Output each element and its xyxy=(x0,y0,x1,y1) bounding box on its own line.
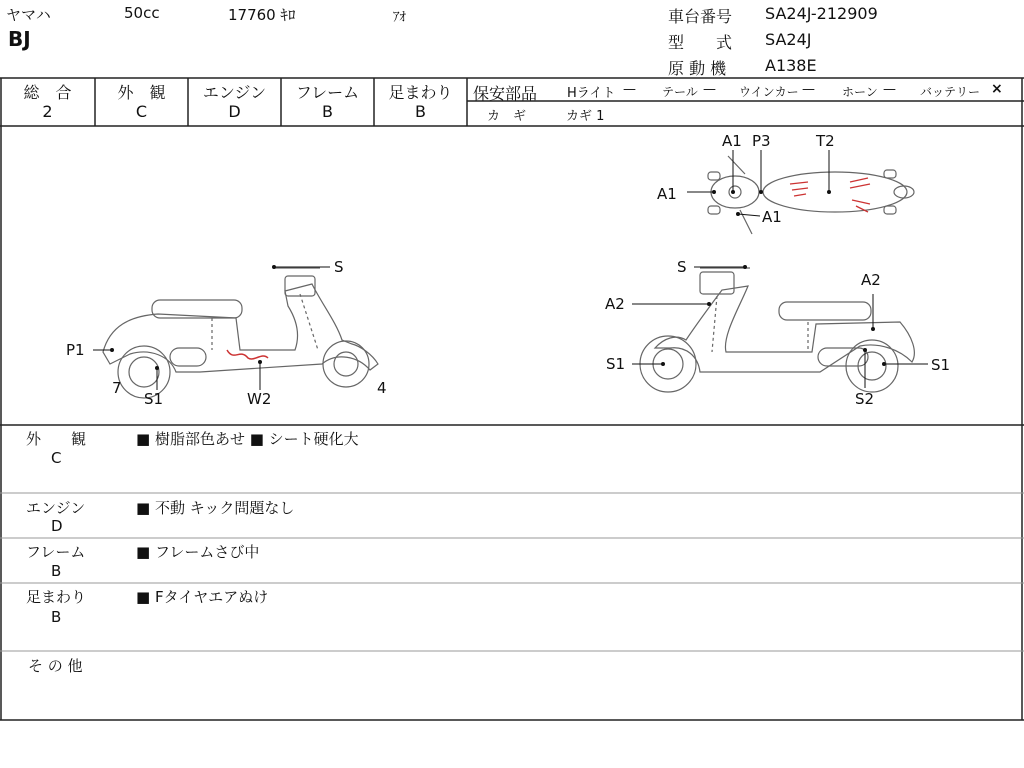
safety-item-battery: バッテリー xyxy=(920,85,981,99)
scooter-left-view xyxy=(103,268,378,398)
rating-label-engine: エンジン xyxy=(202,83,267,102)
label-right-s: S xyxy=(677,258,687,276)
body-outline xyxy=(103,284,378,372)
label-left-4: 4 xyxy=(377,379,387,397)
frame-no-label: 車台番号 xyxy=(668,7,733,26)
model-name: BJ xyxy=(8,27,31,51)
seat-right xyxy=(779,302,871,320)
rating-value-overall: 2 xyxy=(42,102,53,121)
leader-dot xyxy=(882,362,886,366)
mileage: 17760 ｷﾛ xyxy=(228,6,296,24)
section-title-exterior: 外 観 xyxy=(26,430,87,448)
label-right-a2-left: A2 xyxy=(605,295,625,313)
label-top-t2: T2 xyxy=(816,132,835,150)
leader-dot xyxy=(661,362,665,366)
label-right-s1-right: S1 xyxy=(931,356,951,374)
section-notes-exterior: ■ 樹脂部色あせ ■ シート硬化大 xyxy=(136,430,359,448)
type: SA24J xyxy=(765,30,812,49)
label-left-7: 7 xyxy=(112,379,122,397)
label-right-a2-right: A2 xyxy=(861,271,881,289)
rating-value-frame: B xyxy=(322,102,333,121)
front-wheel-hub xyxy=(334,352,358,376)
section-grade-engine: D xyxy=(51,517,63,535)
leader-dot xyxy=(827,190,831,194)
tail-top xyxy=(894,186,914,198)
safety-status-tail: — xyxy=(703,82,716,97)
frame-no: SA24J-212909 xyxy=(765,4,878,23)
leader-dot xyxy=(272,265,276,269)
rear-wheel-hub xyxy=(129,357,159,387)
section-grade-suspension: B xyxy=(51,608,62,626)
scooter-top-view xyxy=(708,156,914,234)
leader-dot xyxy=(736,212,740,216)
label-right-s2: S2 xyxy=(855,390,875,408)
section-title-suspension: 足まわり xyxy=(26,588,87,606)
mirror-left-top xyxy=(708,172,720,180)
section-notes-suspension: ■ Fタイヤエアぬけ xyxy=(136,588,269,606)
rating-value-exterior: C xyxy=(135,102,148,121)
leader-dot xyxy=(110,348,114,352)
label-left-s: S xyxy=(334,258,344,276)
safety-item-horn: ホーン xyxy=(842,85,878,99)
label-left-w2: W2 xyxy=(247,390,272,408)
safety-status-battery: × xyxy=(991,81,1003,97)
section-grade-exterior: C xyxy=(51,449,62,467)
safety-status-horn: — xyxy=(883,82,896,97)
panel-line xyxy=(212,294,318,350)
muffler xyxy=(170,348,206,366)
section-notes-frame: ■ フレームさび中 xyxy=(136,543,260,561)
body-outline-right xyxy=(655,286,914,372)
rating-value-suspension: B xyxy=(415,102,426,121)
leader-dot xyxy=(871,327,875,331)
mirror-right-top xyxy=(708,206,720,214)
rating-label-frame: フレーム xyxy=(295,83,360,102)
label-left-p1: P1 xyxy=(66,341,85,359)
leader-dot xyxy=(759,190,763,194)
maker: ヤマハ xyxy=(6,6,51,24)
key-label: カ ギ xyxy=(487,109,527,124)
leader-dot xyxy=(707,302,711,306)
section-title-frame: フレーム xyxy=(26,543,86,561)
label-top-p3: P3 xyxy=(752,132,771,150)
seat xyxy=(152,300,242,318)
headstock-right xyxy=(700,272,734,294)
rating-value-engine: D xyxy=(228,102,241,121)
rating-label-suspension: 足まわり xyxy=(388,83,453,102)
type-label: 型 式 xyxy=(668,33,733,52)
leader-dot xyxy=(712,190,716,194)
headstock xyxy=(285,276,315,296)
leader-lines xyxy=(93,150,928,390)
label-right-s1-left: S1 xyxy=(606,355,626,373)
leader-dot xyxy=(863,348,867,352)
color: ｱｵ xyxy=(393,10,406,25)
panel-line-right xyxy=(712,296,808,352)
key-value: カギ 1 xyxy=(566,109,605,124)
safety-title: 保安部品 xyxy=(473,84,538,103)
engine: A138E xyxy=(765,56,817,75)
rating-label-overall: 総 合 xyxy=(23,83,72,102)
rear-winker-bottom xyxy=(884,206,896,214)
label-left-s1: S1 xyxy=(144,390,164,408)
leader-dot xyxy=(258,360,262,364)
safety-item-tail: テール xyxy=(662,85,698,99)
safety-status-headlight: — xyxy=(623,82,636,97)
safety-item-headlight: Hライト xyxy=(567,86,616,101)
leader-dot xyxy=(731,190,735,194)
label-top-a1-left: A1 xyxy=(657,185,677,203)
rating-label-exterior: 外 観 xyxy=(117,83,166,102)
section-title-engine: エンジン xyxy=(26,499,86,517)
safety-status-winker: — xyxy=(802,82,815,97)
leader-dot xyxy=(155,366,159,370)
label-top-a1: A1 xyxy=(722,132,742,150)
damage-mark-t2 xyxy=(790,178,870,212)
rear-winker-top xyxy=(884,170,896,178)
label-top-a1-bottom: A1 xyxy=(762,208,782,226)
leader-a1-bottom xyxy=(738,214,760,216)
engine-label: 原 動 機 xyxy=(668,59,727,78)
section-notes-engine: ■ 不動 キック問題なし xyxy=(136,499,295,517)
section-grade-frame: B xyxy=(51,562,62,580)
section-title-other: そ の 他 xyxy=(28,657,83,675)
damage-mark-w2 xyxy=(227,350,268,359)
displacement: 50cc xyxy=(124,4,160,22)
leader-dot xyxy=(743,265,747,269)
safety-item-winker: ウインカー xyxy=(739,85,799,99)
